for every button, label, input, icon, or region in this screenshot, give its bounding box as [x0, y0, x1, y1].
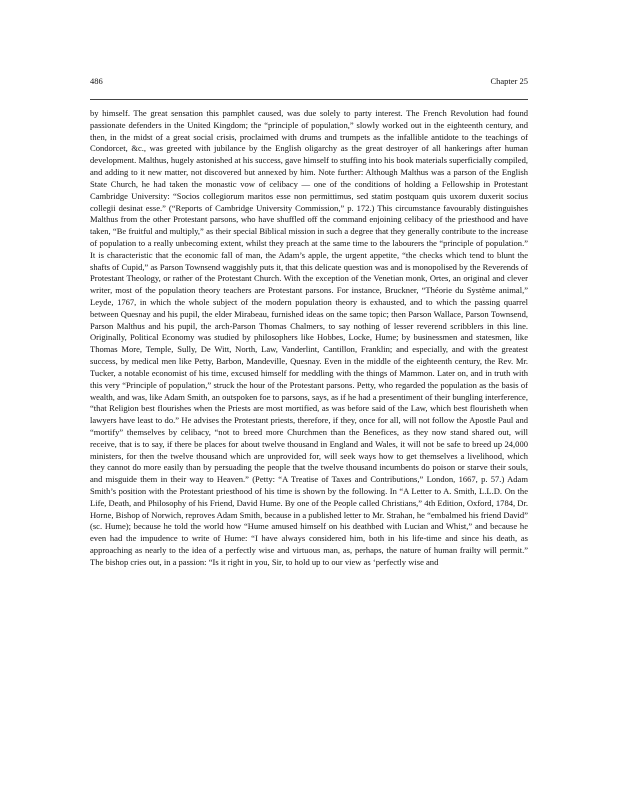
chapter-title: Chapter 25: [490, 76, 528, 86]
page-number: 486: [90, 76, 103, 86]
running-header: [90, 76, 528, 90]
header-rule: [90, 99, 528, 100]
body-paragraph: by himself. The great sensation this pamphlet caused, was due solely to party interest. The French Revolution had found passionate defenders in the United Kingdom; the “principle of population,” slowly worked out in the eighteenth century, and then, in the midst of a great social crisis, proclaimed with drums and trumpets as the infallible antidote to the teachings of Condorcet, &c., was greeted with jubilance by the English oligarchy as the great destroyer of all hankerings after human development. Malthus, hugely astonished at his success, gave himself to stuffing into his book materials superficially compiled, and adding to it new matter, not discovered but annexed by him. Note further: Although Malthus was a parson of the English State Church, he had taken the monastic vow of celibacy — one of the conditions of holding a Fellowship in Protestant Cambridge University: “Socios collegiorum maritos esse non permittimus, sed statim postquam quis uxorem duxerit socius collegii desinat esse.” (“Reports of Cambridge University Commission,” p. 172.) This circumstance favourably distinguishes Malthus from the other Protestant parsons, who have shuffled off the command enjoining celibacy of the priesthood and have taken, “Be fruitful and multiply,” as their special Biblical mission in such a degree that they generally contribute to the increase of population to a really unbecoming extent, whilst they preach at the same time to the labourers the “principle of population.” It is characteristic that the economic fall of man, the Adam’s apple, the urgent appetite, “the checks which tend to blunt the shafts of Cupid,” as Parson Townsend waggishly puts it, that this delicate question was and is monopolised by the Reverends of Protestant Theology, or rather of the Protestant Church. With the exception of the Venetian monk, Ortes, an original and clever writer, most of the population theory teachers are Protestant parsons. For instance, Bruckner, “Théorie du Système animal,” Leyde, 1767, in which the whole subject of the modern population theory is exhausted, and to which the passing quarrel between Quesnay and his pupil, the elder Mirabeau, furnished ideas on the same topic; then Parson Wallace, Parson Townsend, Parson Malthus and his pupil, the arch-Parson Thomas Chalmers, to say nothing of lesser reverend scribblers in this line. Originally, Political Economy was studied by philosophers like Hobbes, Locke, Hume; by businessmen and statesmen, like Thomas More, Temple, Sully, De Witt, North, Law, Vanderlint, Cantillon, Franklin; and especially, and with the greatest success, by medical men like Petty, Barbon, Mandeville, Quesnay. Even in the middle of the eighteenth century, the Rev. Mr. Tucker, a notable economist of his time, excused himself for meddling with the things of Mammon. Later on, and in truth with this very “Principle of population,” struck the hour of the Protestant parsons. Petty, who regarded the population as the basis of wealth, and was, like Adam Smith, an outspoken foe to parsons, says, as if he had a presentiment of their bungling interference, “that Religion best flourishes when the Priests are most mortified, as was before said of the Law, which best flourisheth when lawyers have least to do.” He advises the Protestant priests, therefore, if they, once for all, will not follow the Apostle Paul and “mortify” themselves by celibacy, “not to breed more Churchmen than the Benefices, as they now stand shared out, will receive, that is to say, if there be places for about twelve thousand in England and Wales, it will not be safe to breed up 24,000 ministers, for then the twelve thousand which are unprovided for, will seek ways how to get themselves a livelihood, which they cannot do more easily than by persuading the people that the twelve thousand incumbents do poison or starve their souls, and misguide them in their way to Heaven.” (Petty: “A Treatise of Taxes and Contributions,” London, 1667, p. 57.) Adam Smith’s position with the Protestant priesthood of his time is shown by the following. In “A Letter to A. Smith, L.L.D. On the Life, Death, and Philosophy of his Friend, David Hume. By one of the People called Christians,” 4th Edition, Oxford, 1784, Dr. Horne, Bishop of Norwich, reproves Adam Smith, because in a published letter to Mr. Strahan, he “embalmed his friend David” (sc. Hume); because he told the world how “Hume amused himself on his deathbed with Lucian and Whist,” and because he even had the impudence to write of Hume: “I have always considered him, both in his life-time and since his death, as approaching as nearly to the idea of a perfectly wise and virtuous man, as, perhaps, the nature of human frailty will permit.” The bishop cries out, in a passion: “Is it right in you, Sir, to hold up to our view as ‘perfectly wise and: [90, 108, 528, 567]
